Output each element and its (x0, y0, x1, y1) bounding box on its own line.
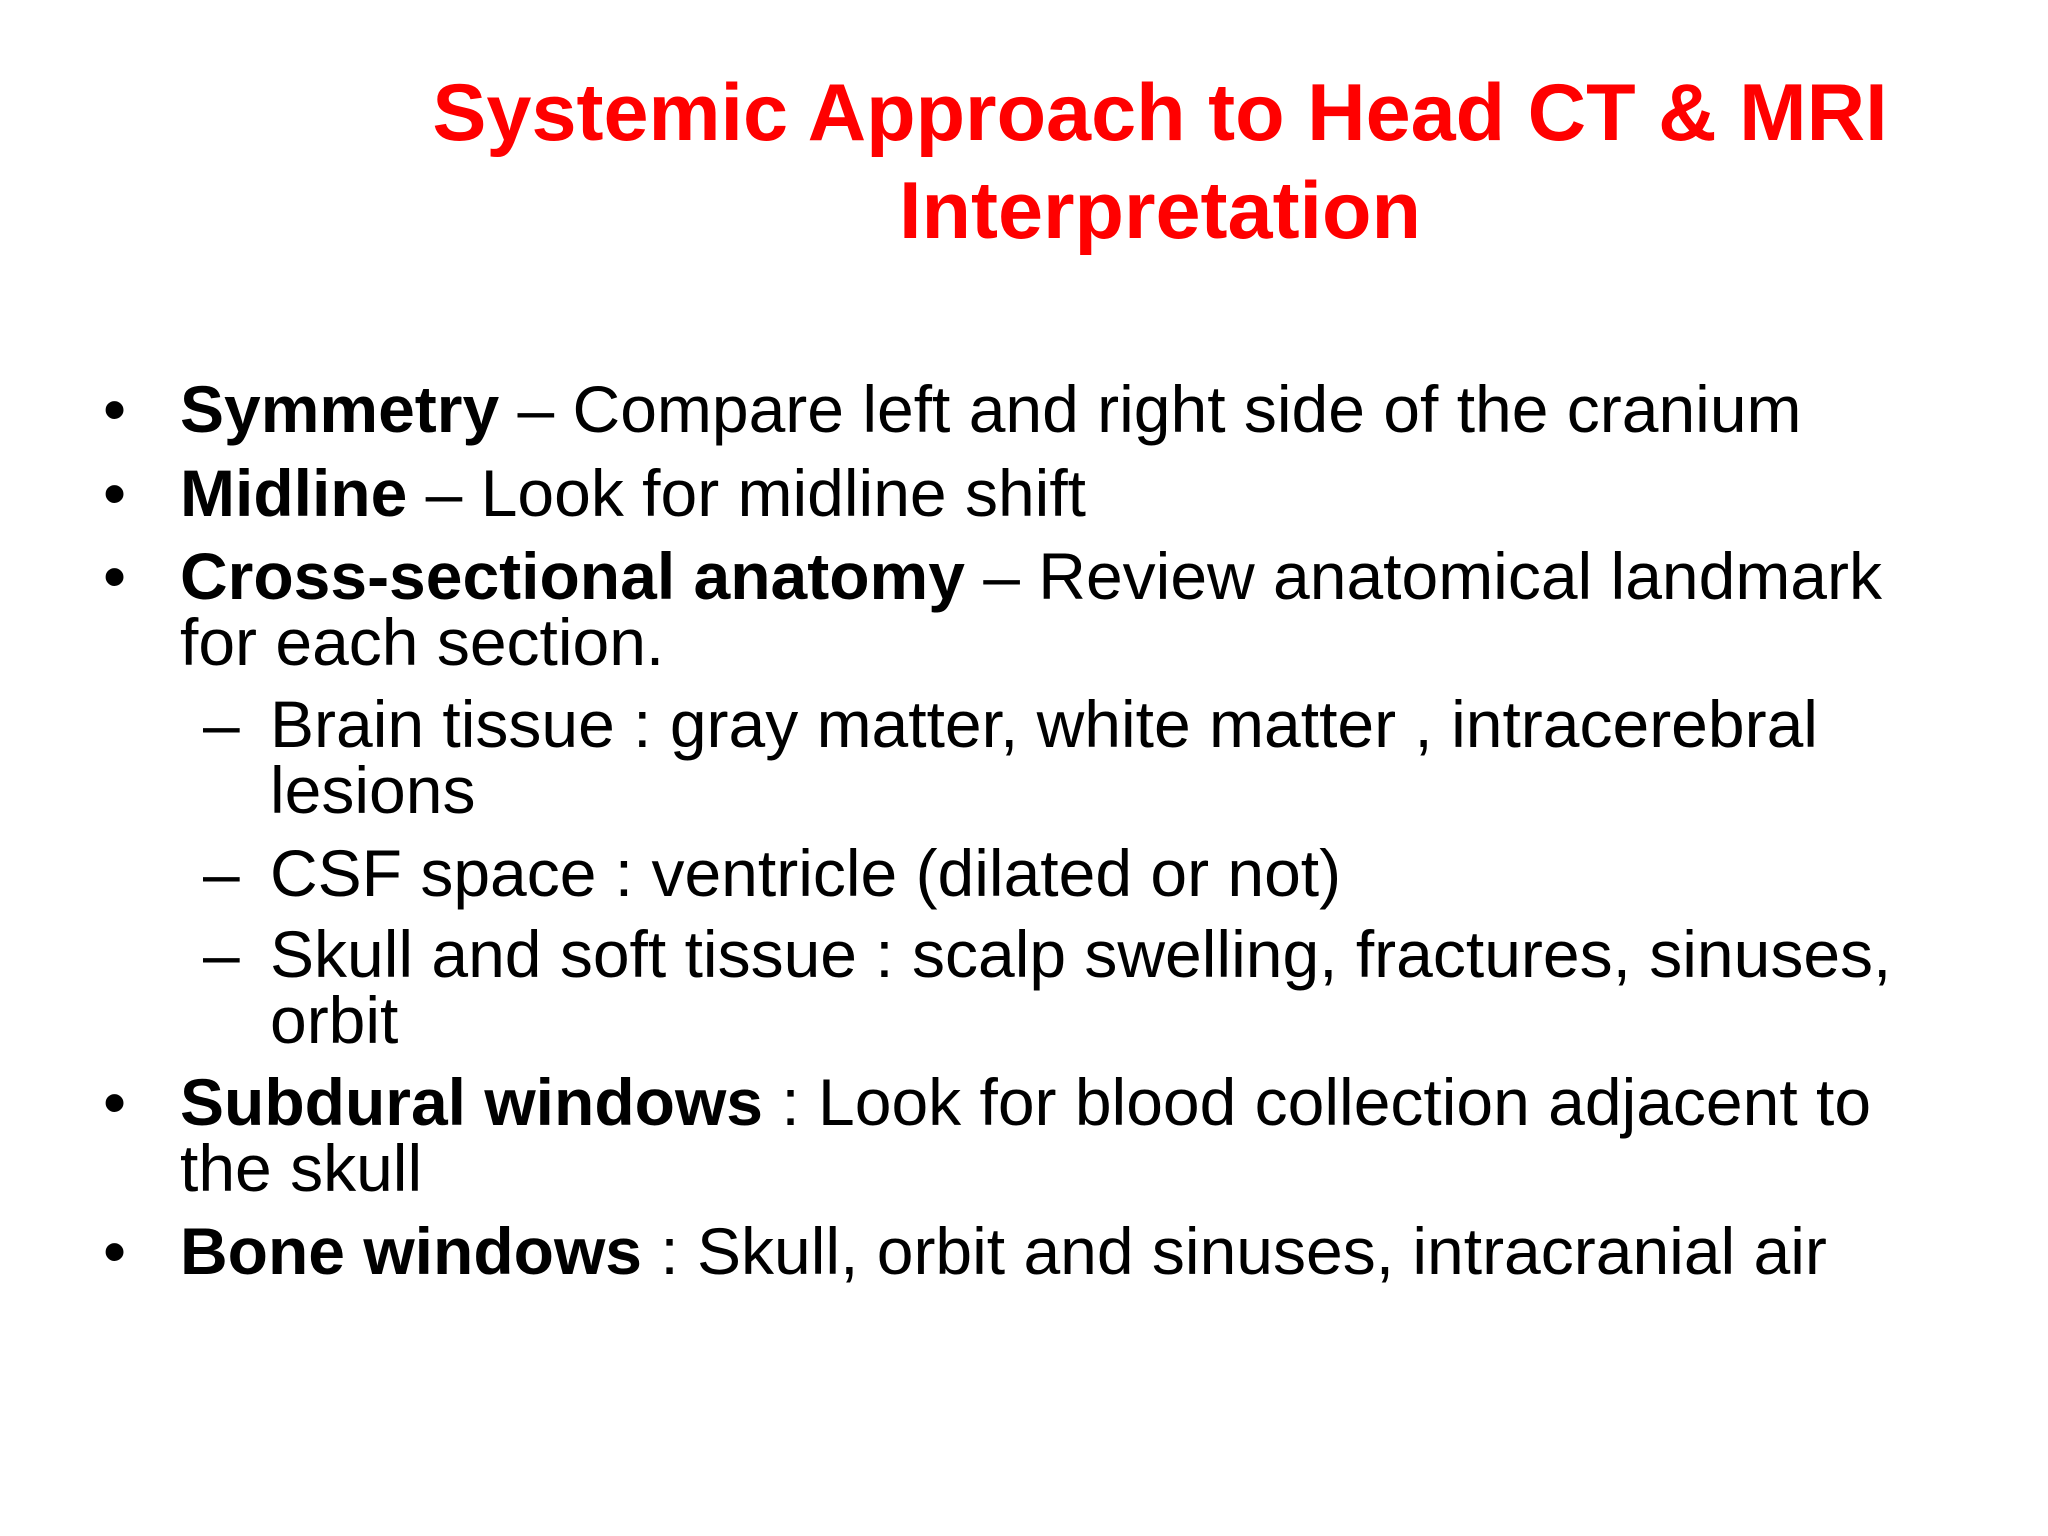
sub-item-line-continued: lesions (270, 753, 476, 827)
bullet-icon: • (103, 372, 127, 446)
sub-item-line: CSF space : ventricle (dilated or not) (270, 836, 1342, 910)
sub-item-line-continued: orbit (270, 983, 399, 1057)
sub-item-line: Skull and soft tissue : scalp swelling, fractures, sinuses, (270, 917, 1892, 991)
list-item-line (180, 372, 2000, 446)
list-item-subdural-windows (180, 1065, 2000, 1205)
list-item-line (180, 1065, 2000, 1139)
list-item-line-continued: the skull (180, 1131, 423, 1205)
slide-title-line-1: Systemic Approach to Head CT & MRI (432, 68, 1888, 158)
bullet-icon: • (103, 539, 127, 613)
sub-item-line: Brain tissue : gray matter, white matter , intracerebral (270, 687, 1818, 761)
list-item-cross-sectional-anatomy (180, 539, 2000, 679)
list-item-term: Cross-sectional anatomy (180, 539, 965, 613)
bullet-icon: • (103, 1065, 127, 1139)
list-item-term: Midline (180, 456, 408, 530)
sub-item-csf-space (270, 836, 2000, 910)
bullet-icon: • (103, 1214, 127, 1288)
list-item-bone-windows (180, 1214, 2000, 1288)
list-item-text: – Compare left and right side of the cranium (499, 372, 1802, 446)
list-item-line (180, 539, 2000, 613)
list-item-line-continued: for each section. (180, 605, 665, 679)
sub-item-skull-soft-tissue (270, 917, 2000, 1057)
dash-icon: – (203, 836, 240, 910)
list-item-term: Subdural windows (180, 1065, 764, 1139)
list-item-text: : Skull, orbit and sinuses, intracranial air (642, 1214, 1827, 1288)
sub-item-brain-tissue (270, 687, 2000, 827)
list-item-symmetry (180, 372, 2000, 446)
list-item-text: : Look for blood collection adjacent to (763, 1065, 1872, 1139)
list-item-midline (180, 456, 2000, 530)
list-item-text: – Look for midline shift (407, 456, 1086, 530)
list-item-term: Symmetry (180, 372, 500, 446)
dash-icon: – (203, 917, 240, 991)
slide-title-line-2: Interpretation (898, 166, 1422, 256)
bullet-icon: • (103, 456, 127, 530)
list-item-text: – Review anatomical landmark (964, 539, 1882, 613)
dash-icon: – (203, 687, 240, 761)
list-item-line (180, 456, 2000, 530)
list-item-line (180, 1214, 2000, 1288)
list-item-term: Bone windows (180, 1214, 642, 1288)
